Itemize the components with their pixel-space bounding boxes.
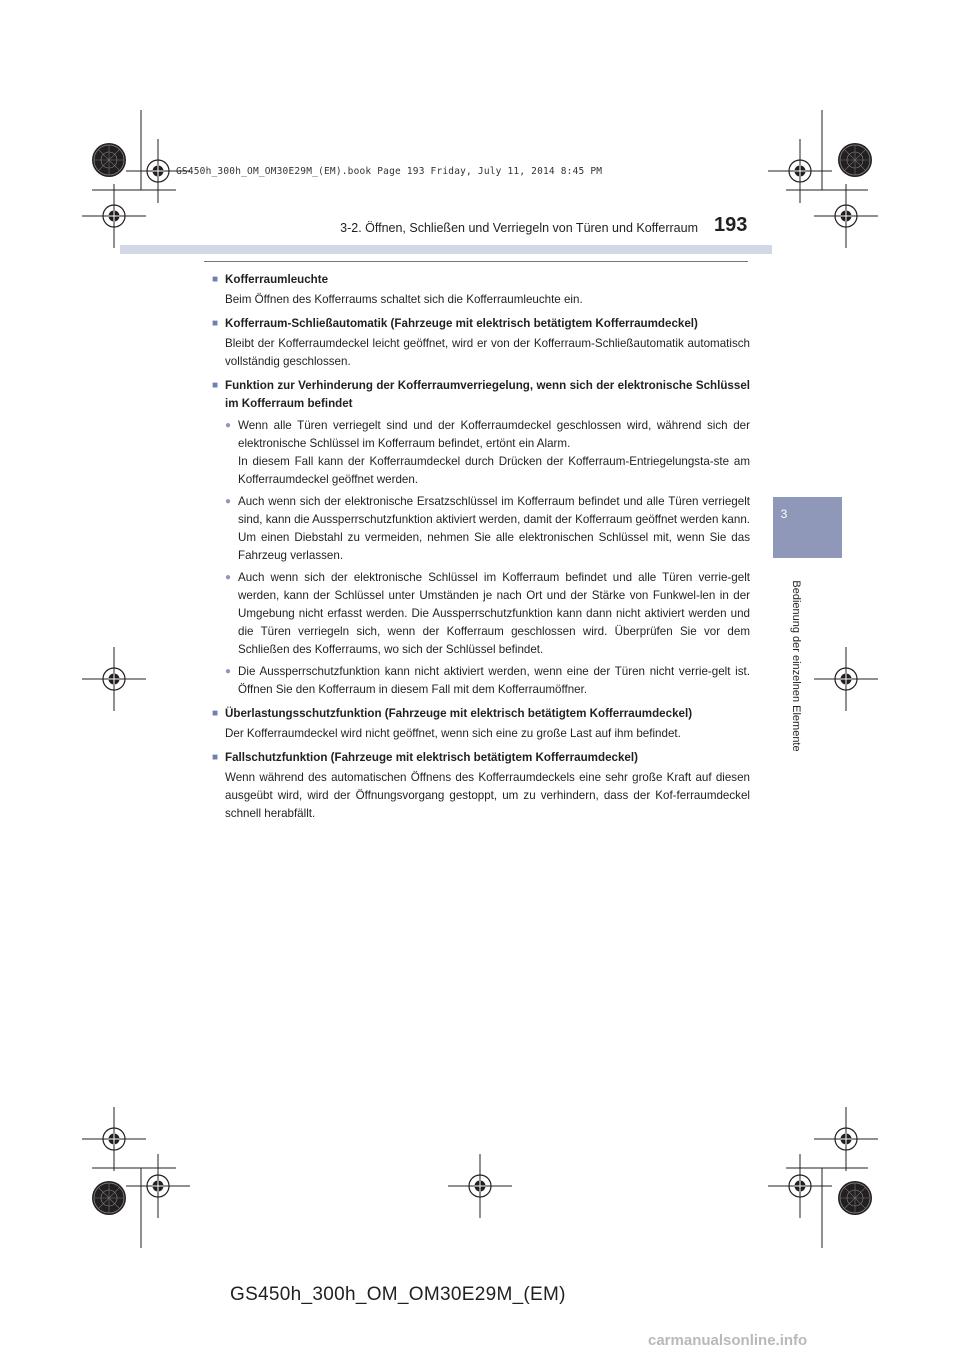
page-number: 193 [714,214,748,236]
book-info-line: GS450h_300h_OM_OM30E29M_(EM).book Page 193 Friday, July 11, 2014 8:45 PM [176,166,603,177]
bullet-item: ● Auch wenn sich der elektronische Schlüssel im Kofferraum befindet und alle Türen verrie-gelt werden, kann der Schlüssel unter Umständen je nach Ort und der Stärke von Funkwel-len in der Umgebung nicht erfasst werden. Die Aussperrschutzfunktion kann dann nicht aktiviert werden und die Türen verriegeln sich, wenn der Kofferraum geschlossen wird. Überprüfen Sie vor dem Schließen des Kofferraums, wo sich der Schlüssel befindet. [225,569,750,659]
section-body: Der Kofferraumdeckel wird nicht geöffnet, wenn sich eine zu große Last auf ihm befindet. [225,727,681,740]
section-body: Wenn während des automatischen Öffnens des Kofferraumdeckels eine sehr große Kraft auf diesen ausgeübt wird, wird der Öffnungsvorgang gestoppt, um zu verhindern, dass der Kof-ferraumdeckel schnell herabfällt. [225,771,750,820]
bullet-item: ● Auch wenn sich der elektronische Ersatzschlüssel im Kofferraum befindet und alle Türen verriegelt sind, kann die Aussperrschutzfunktion aktiviert werden, damit der Kofferraum geöffnet werden kann. Um einen Diebstahl zu vermeiden, nehmen Sie alle elektronischen Schlüssel mit, wenn Sie das Fahrzeug verlassen. [225,493,750,565]
section-heading: ■ Kofferraumleuchte [225,271,750,289]
chapter-number: 3 [780,507,788,521]
section-body: Bleibt der Kofferraumdeckel leicht geöffnet, wird er von der Kofferraum-Schließautomatik automatisch vollständig geschlossen. [225,337,750,368]
chapter-tab [773,497,842,558]
watermark: carmanualsonline.info [648,1332,808,1349]
chapter-label [788,566,804,766]
header-band [120,245,772,254]
section-auto-close [212,315,750,371]
footer-manual-code: GS450h_300h_OM_OM30E29M_(EM) [230,1284,566,1305]
chapter-label-text: Bedienung der einzelnen Elemente [790,580,802,752]
section-fall-protection [212,749,750,823]
section-heading: ■ Funktion zur Verhinderung der Kofferraumverriegelung, wenn sich der elektronische Schlüssel im Kofferraum befindet [225,377,750,413]
bullet-text-continued: In diesem Fall kann der Kofferraumdeckel durch Drücken der Kofferraum-Entriegelungsta-ste am Kofferraumdeckel geöffnet werden. [238,455,750,486]
header-divider [204,261,748,262]
section-heading: ■ Überlastungsschutzfunktion (Fahrzeuge mit elektrisch betätigtem Kofferraumdeckel) [225,705,750,723]
bullet-item [225,417,750,489]
section-lockout-prevention [212,377,750,699]
page-content [212,268,750,823]
section-trunk-light [212,271,750,309]
page-header-title: 3-2. Öffnen, Schließen und Verriegeln von Türen und Kofferraum [340,221,698,235]
section-heading: ■ Fallschutzfunktion (Fahrzeuge mit elektrisch betätigtem Kofferraumdeckel) [225,749,750,767]
bullet-text: Wenn alle Türen verriegelt sind und der Kofferraumdeckel geschlossen wird, während sich der elektronische Schlüssel im Kofferraum befindet, ertönt ein Alarm. [238,419,750,450]
bullet-item: ● Die Aussperrschutzfunktion kann nicht aktiviert werden, wenn eine der Türen nicht verrie-gelt ist. Öffnen Sie den Kofferraum in diesem Fall mit dem Kofferraumöffner. [225,663,750,699]
section-body: Beim Öffnen des Kofferraums schaltet sich die Kofferraumleuchte ein. [225,293,583,306]
section-heading: ■ Kofferraum-Schließautomatik (Fahrzeuge mit elektrisch betätigtem Kofferraumdeckel) [225,315,750,333]
section-overload-protection [212,705,750,743]
